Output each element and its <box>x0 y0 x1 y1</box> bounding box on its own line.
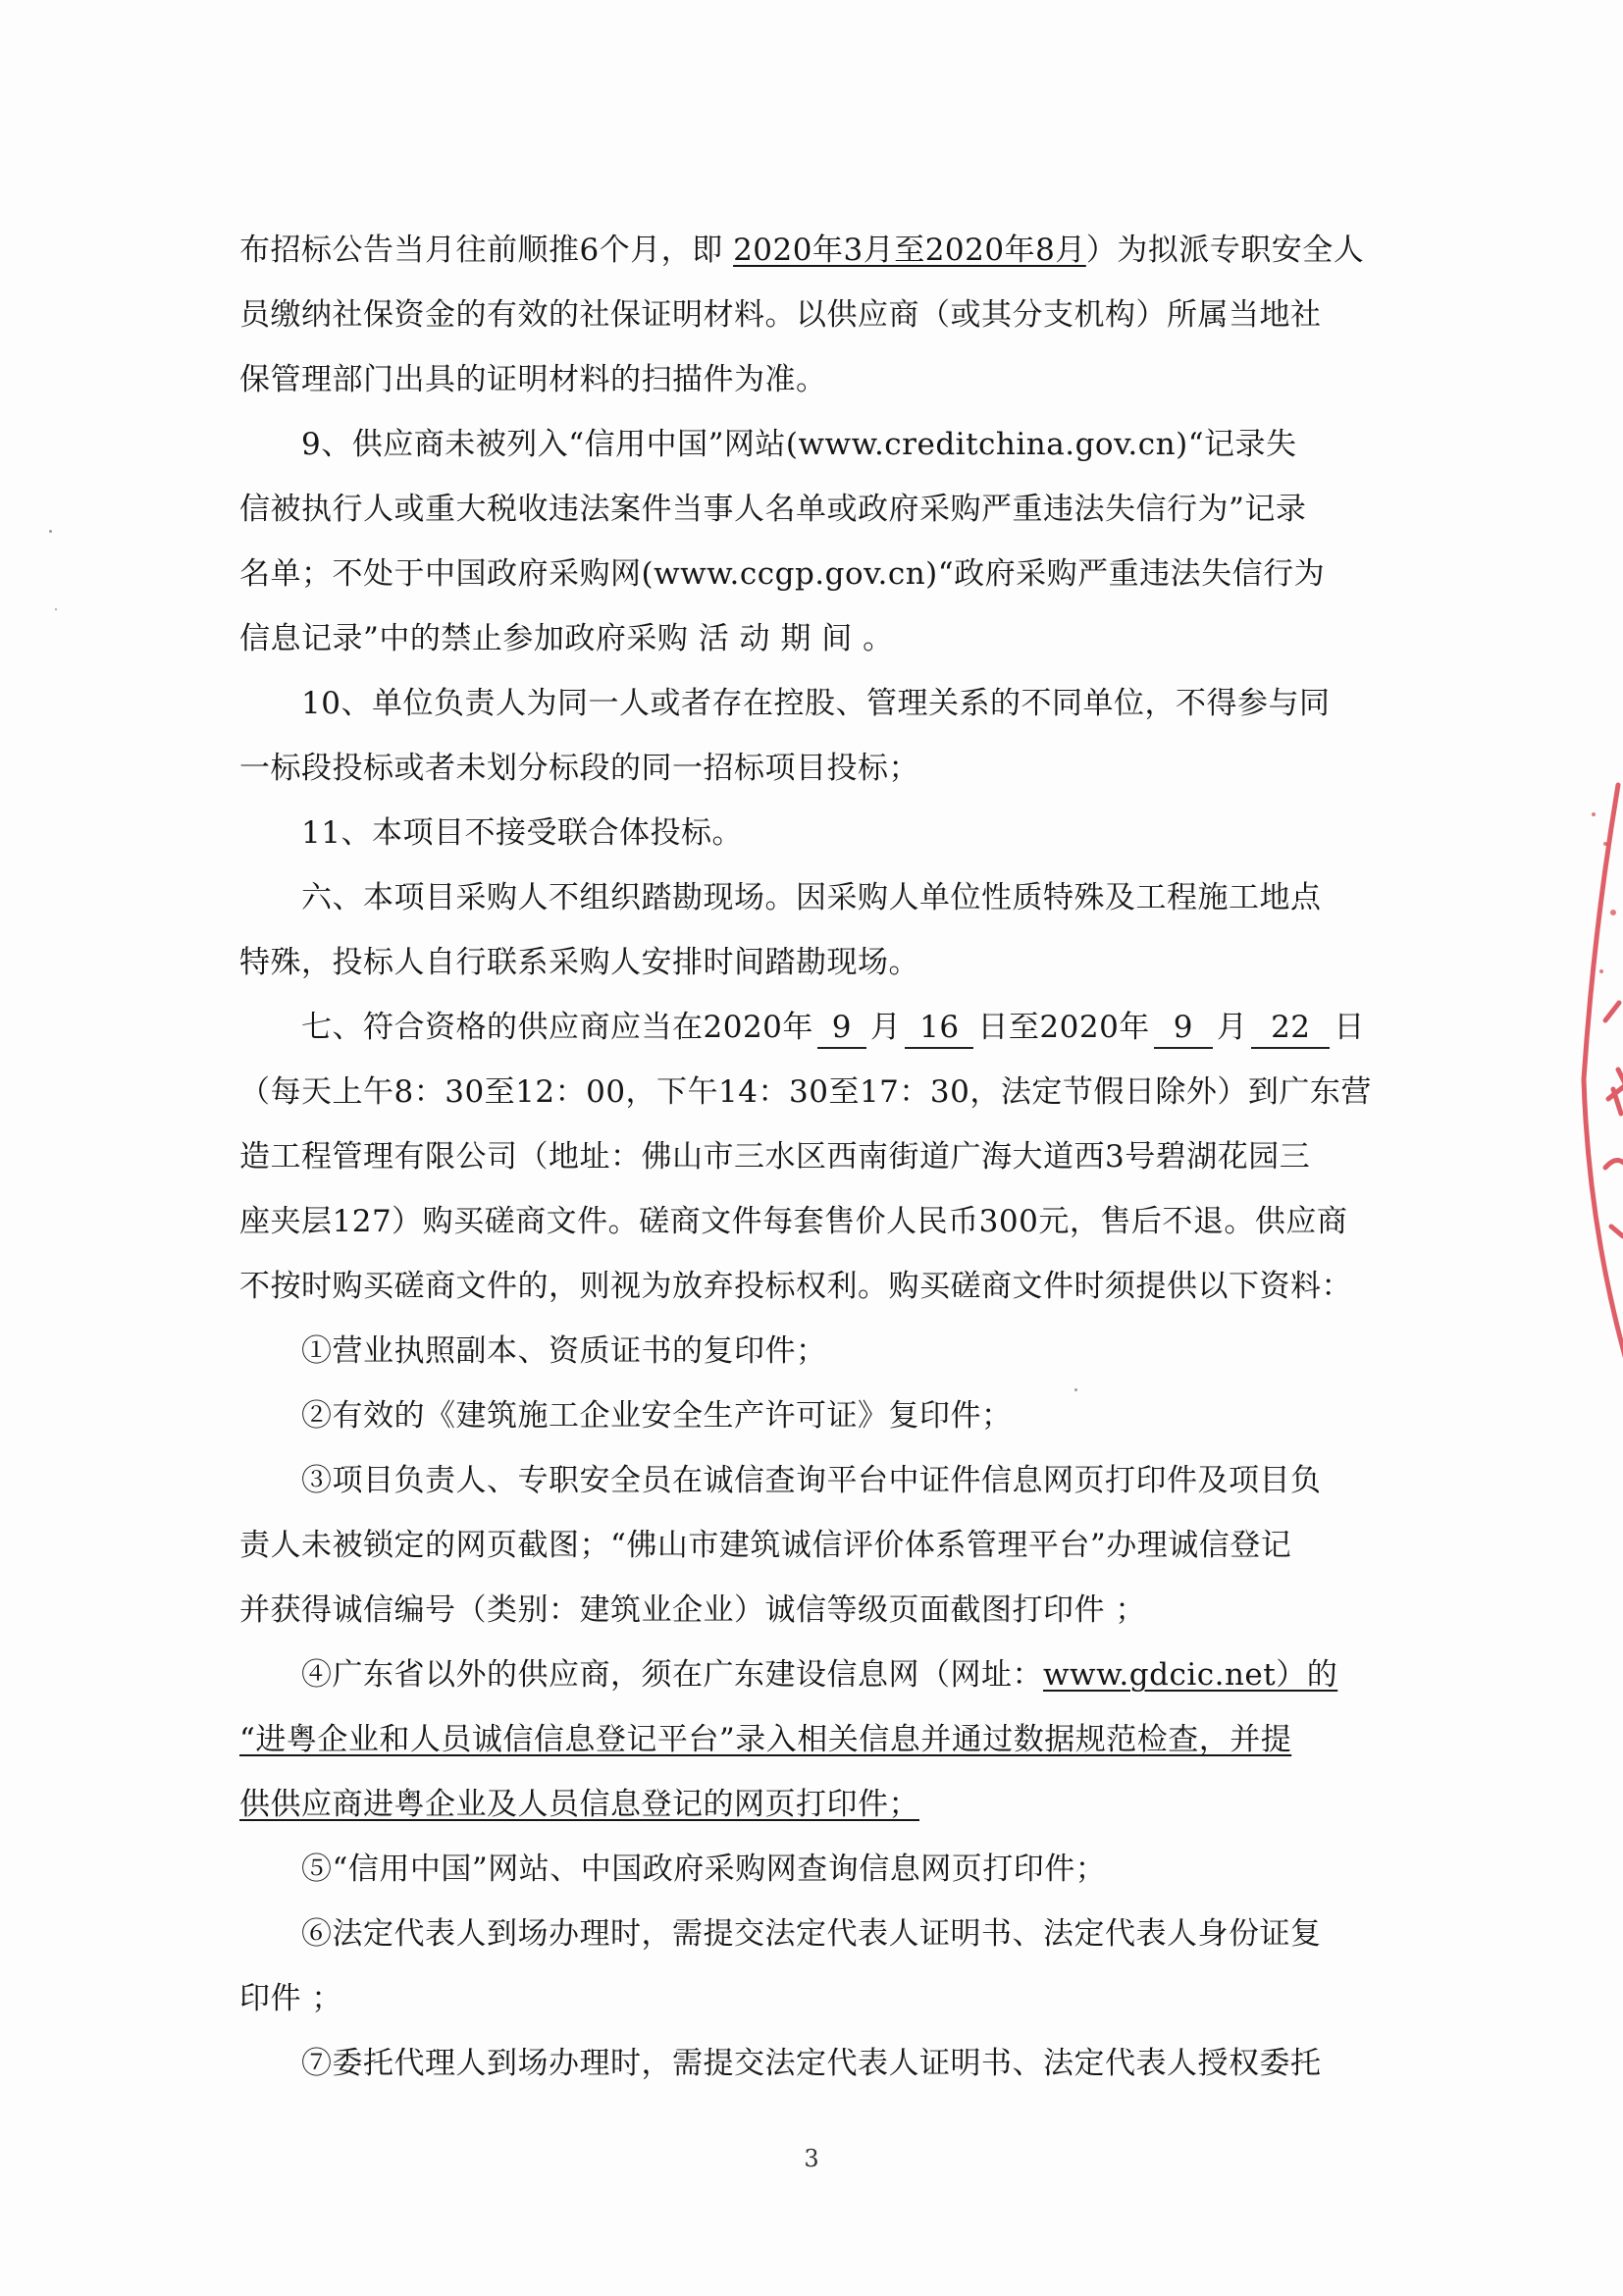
underlined-text: 供供应商进粤企业及人员信息登记的网页打印件； <box>239 1787 919 1822</box>
text-run: （每天上午8：30至12：00，下午14：30至17：30，法定节假日除外）到广东营 <box>239 1074 1372 1110</box>
text-run: ⑤“信用中国”网站、中国政府采购网查询信息网页打印件； <box>301 1852 1107 1887</box>
official-seal-fragment <box>1446 775 1623 1393</box>
text-run: 月 <box>1216 1010 1248 1045</box>
text-run: 不按时购买磋商文件的，则视为放弃投标权利。购买磋商文件时须提供以下资料： <box>239 1269 1352 1304</box>
text-line <box>239 347 1368 412</box>
text-run: ①营业执照副本、资质证书的复印件； <box>301 1333 827 1369</box>
text-line <box>239 2031 1368 2096</box>
underlined-text: www.gdcic.net）的 <box>1043 1657 1338 1693</box>
text-line <box>239 218 1368 283</box>
text-line <box>239 1189 1368 1254</box>
text-run: 信被执行人或重大税收违法案件当事人名单或政府采购严重违法失信行为”记录 <box>239 492 1307 527</box>
text-run: 10、单位负责人为同一人或者存在控股、管理关系的不同单位，不得参与同 <box>301 686 1331 721</box>
text-line <box>239 1254 1368 1319</box>
text-run: ）为拟派专职安全人 <box>1085 233 1365 268</box>
text-run: 特殊，投标人自行联系采购人安排时间踏勘现场。 <box>239 945 919 980</box>
scan-speck <box>1074 1388 1077 1391</box>
underlined-text: 2020年3月至2020年8月 <box>733 233 1086 268</box>
text-line <box>239 1383 1368 1448</box>
text-line <box>239 1643 1368 1707</box>
text-line <box>239 736 1368 801</box>
text-line <box>239 1772 1368 1837</box>
document-body <box>239 218 1372 2096</box>
page-number: 3 <box>804 2145 819 2172</box>
text-line <box>239 1448 1368 1513</box>
text-run: ⑦委托代理人到场办理时，需提交法定代表人证明书、法定代表人授权委托 <box>301 2046 1322 2081</box>
text-line <box>239 1966 1368 2031</box>
text-run: 并获得诚信编号（类别：建筑业企业）诚信等级页面截图打印件 ； <box>239 1592 1146 1628</box>
text-run: 11、本项目不接受联合体投标。 <box>301 815 743 851</box>
text-run: 座夹层127）购买磋商文件。磋商文件每套售价人民币300元，售后不退。供应商 <box>239 1204 1348 1239</box>
text-run: 造工程管理有限公司（地址：佛山市三水区西南街道广海大道西3号碧湖花园三 <box>239 1139 1311 1174</box>
text-run: 六、本项目采购人不组织踏勘现场。因采购人单位性质特殊及工程施工地点 <box>301 880 1322 915</box>
text-line <box>239 1837 1368 1902</box>
text-run: 名单；不处于中国政府采购网(www.ccgp.gov.cn)“政府采购严重违法失信行为 <box>239 556 1326 592</box>
text-run: 保管理部门出具的证明材料的扫描件为准。 <box>239 362 827 397</box>
text-line <box>239 542 1368 606</box>
text-run: ③项目负责人、专职安全员在诚信查询平台中证件信息网页打印件及项目负 <box>301 1463 1322 1498</box>
text-line <box>239 606 1368 671</box>
text-line <box>239 1319 1368 1383</box>
text-line <box>239 412 1368 477</box>
text-line <box>239 1578 1368 1643</box>
text-run: 信息记录”中的禁止参加政府采购 活 动 期 间 。 <box>239 621 894 656</box>
date-blank-field: 9 <box>1154 1008 1213 1049</box>
text-line <box>239 995 1368 1060</box>
text-run: ④广东省以外的供应商，须在广东建设信息网（网址： <box>301 1657 1043 1693</box>
text-line <box>239 671 1368 736</box>
text-line <box>239 477 1368 542</box>
scan-speck <box>49 530 52 533</box>
text-line <box>239 1060 1372 1124</box>
text-run: 月 <box>869 1010 902 1045</box>
text-line <box>239 1902 1368 1966</box>
text-line <box>239 801 1368 865</box>
text-run: 责人未被锁定的网页截图；“佛山市建筑诚信评价体系管理平台”办理诚信登记 <box>239 1528 1292 1563</box>
text-run: 日 <box>1334 1010 1365 1045</box>
text-run: ②有效的《建筑施工企业安全生产许可证》复印件； <box>301 1398 1013 1434</box>
text-line <box>239 1707 1368 1772</box>
date-blank-field: 22 <box>1251 1008 1330 1049</box>
text-line <box>239 865 1368 930</box>
text-run: 印件 ； <box>239 1981 342 2016</box>
text-line <box>239 1513 1368 1578</box>
text-run: 布招标公告当月往前顺推6个月，即 <box>239 233 734 268</box>
date-blank-field: 9 <box>817 1008 866 1049</box>
text-line <box>239 930 1368 995</box>
underlined-text: “进粤企业和人员诚信信息登记平台”录入相关信息并通过数据规范检查，并提 <box>239 1722 1292 1757</box>
text-run: 员缴纳社保资金的有效的社保证明材料。以供应商（或其分支机构）所属当地社 <box>239 297 1322 333</box>
text-run: 日至2020年 <box>977 1010 1150 1045</box>
text-line <box>239 1124 1368 1189</box>
scan-speck <box>55 608 57 610</box>
date-blank-field: 16 <box>905 1008 973 1049</box>
text-run: 七、符合资格的供应商应当在2020年 <box>301 1010 813 1045</box>
text-run: 9、供应商未被列入“信用中国”网站(www.creditchina.gov.cn)“记录失 <box>301 427 1297 462</box>
text-run: ⑥法定代表人到场办理时，需提交法定代表人证明书、法定代表人身份证复 <box>301 1916 1322 1952</box>
text-line <box>239 283 1368 347</box>
text-run: 一标段投标或者未划分标段的同一招标项目投标； <box>239 751 919 786</box>
